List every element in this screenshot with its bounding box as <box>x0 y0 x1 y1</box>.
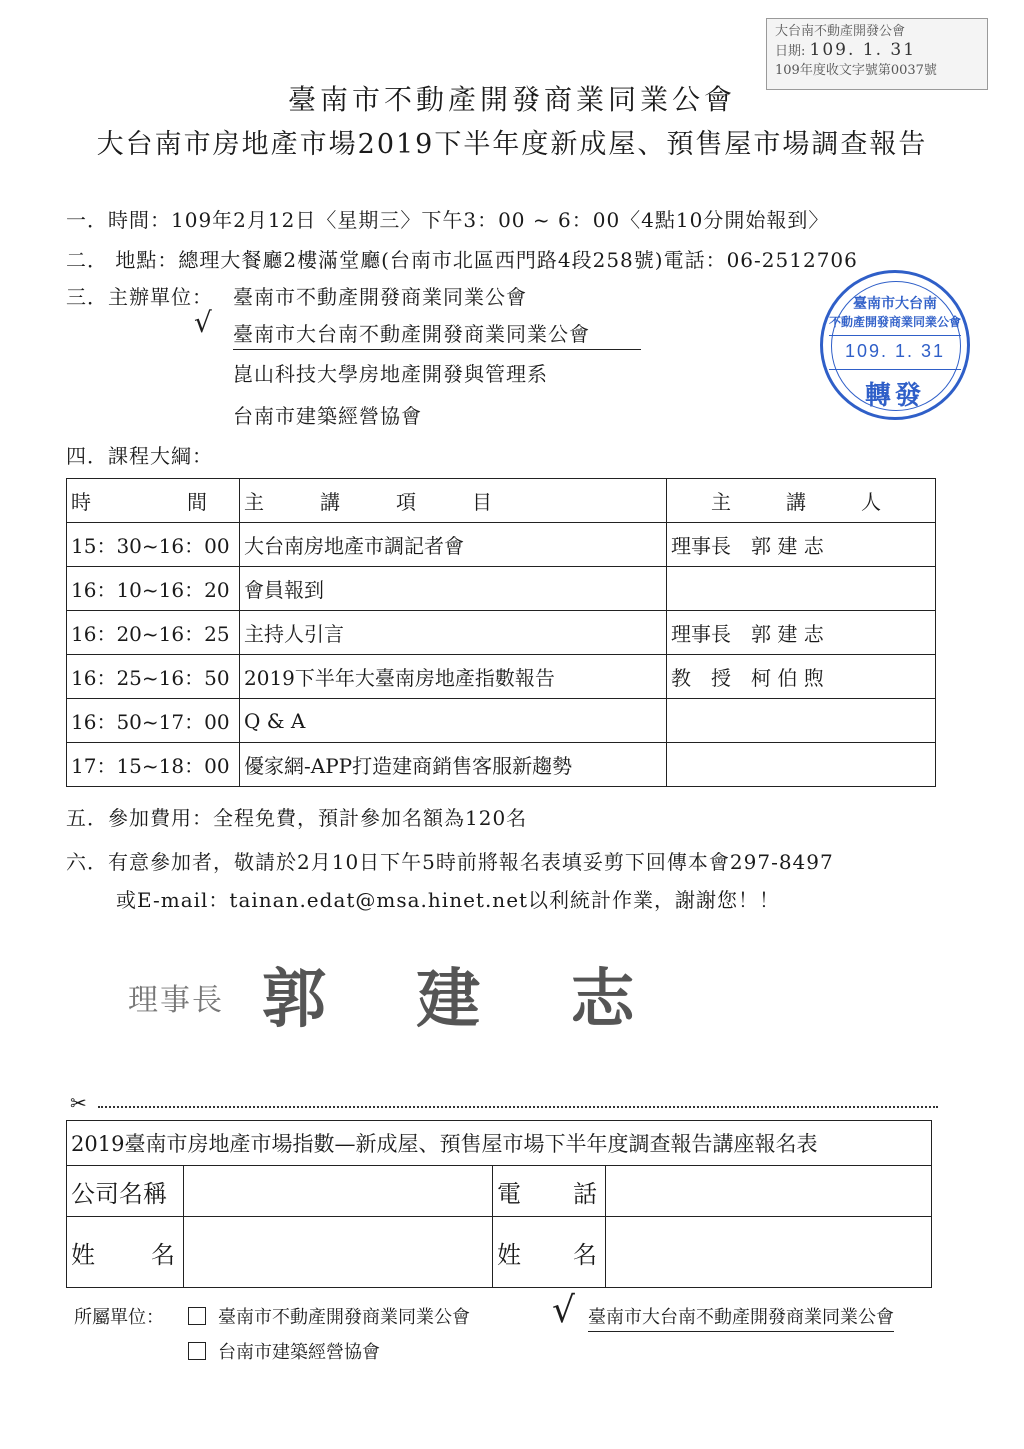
forward-stamp-divider <box>829 369 961 370</box>
header-topic <box>240 479 667 523</box>
receive-stamp-org: 大台南不動產開發公會 <box>775 24 906 39</box>
name-field-2[interactable] <box>606 1217 932 1288</box>
signature-name: 郭 建 志 <box>262 962 669 1037</box>
schedule-row <box>67 655 936 699</box>
name-label-2 <box>493 1217 606 1288</box>
schedule-row <box>67 611 936 655</box>
row-topic: 大台南房地產市調記者會 <box>240 523 667 567</box>
signature-title: 理事長 <box>128 983 224 1018</box>
phone-field[interactable] <box>606 1166 932 1217</box>
receive-stamp-date-row <box>775 41 979 61</box>
item-signup-1: 六．有意參加者，敬請於2月10日下午5時前將報名表填妥剪下回傳本會297-8497 <box>66 850 834 874</box>
schedule-row <box>67 743 936 787</box>
forward-stamp-line2: 不動產開發商業同業公會 <box>828 315 961 329</box>
header-time-char: 間 <box>187 490 207 514</box>
schedule-row <box>67 523 936 567</box>
organizer-3: 崑山科技大學房地產開發與管理系 <box>233 362 548 386</box>
header-time <box>67 479 240 523</box>
item-place: 二． 地點：總理大餐廳2樓滿堂廳(台南市北區西門路4段258號)電話：06-2512706 <box>66 248 858 272</box>
check-mark: √ <box>194 306 212 339</box>
affiliation-option-2[interactable]: 臺南市大台南不動產開發商業同業公會 <box>588 1303 894 1332</box>
item-fee: 五．參加費用：全程免費，預計參加名額為120名 <box>66 806 528 830</box>
forward-stamp-action: 轉發 <box>864 381 925 411</box>
row-time: 16：20~16：25 <box>67 611 240 655</box>
row-time: 16：10~16：20 <box>67 567 240 611</box>
schedule-row <box>67 567 936 611</box>
row-topic: Q & A <box>240 699 667 743</box>
row-speaker: 理事長 郭 建 志 <box>667 523 936 567</box>
form-title-row <box>67 1121 932 1166</box>
header-speaker <box>667 479 936 523</box>
form-title: 2019臺南市房地產市場指數—新成屋、預售屋市場下半年度調查報告講座報名表 <box>67 1121 932 1166</box>
header-speaker-char: 人 <box>861 490 881 514</box>
company-field[interactable] <box>184 1166 493 1217</box>
row-speaker <box>667 567 936 611</box>
affiliation-option-label: 臺南市不動產開發商業同業公會 <box>218 1307 470 1328</box>
affiliation-label: 所屬單位： <box>74 1307 164 1328</box>
organizer-1: 臺南市不動產開發商業同業公會 <box>233 285 527 309</box>
cut-line <box>70 1091 938 1115</box>
company-label: 公司名稱 <box>67 1166 184 1217</box>
item-signup-2: 或E-mail：tainan.edat@msa.hinet.net以利統計作業，謝謝您！！ <box>116 888 781 912</box>
row-time: 15：30~16：00 <box>67 523 240 567</box>
schedule-header-row <box>67 479 936 523</box>
forward-stamp <box>820 270 970 420</box>
affiliation-option-1[interactable] <box>188 1303 470 1329</box>
report-title: 大台南市房地產市場2019下半年度新成屋、預售屋市場調查報告 <box>96 129 928 160</box>
header-topic-char: 講 <box>320 490 340 514</box>
item-organizers-label: 三．主辦單位： <box>66 285 213 309</box>
row-time: 17：15~18：00 <box>67 743 240 787</box>
item-time: 一．時間：109年2月12日〈星期三〉下午3：00 ~ 6：00〈4點10分開始報到〉 <box>66 208 830 232</box>
name-field-1[interactable] <box>184 1217 493 1288</box>
forward-stamp-line1: 臺南市大台南 <box>853 296 937 312</box>
org-title: 臺南市不動產開發商業同業公會 <box>287 83 736 116</box>
row-topic: 會員報到 <box>240 567 667 611</box>
row-time: 16：50~17：00 <box>67 699 240 743</box>
schedule-table <box>66 478 936 787</box>
row-speaker: 教 授 柯 伯 煦 <box>667 655 936 699</box>
receive-stamp-doc-no: 109年度收文字號第0037號 <box>775 63 937 78</box>
header-speaker-char: 主 <box>711 490 731 514</box>
row-topic: 2019下半年大臺南房地產指數報告 <box>240 655 667 699</box>
checkbox[interactable] <box>188 1342 206 1360</box>
scissors-icon: ✂ <box>70 1091 87 1115</box>
phone-label-char: 話 <box>573 1179 597 1208</box>
header-speaker-char: 講 <box>786 490 806 514</box>
name-label-char: 姓 <box>71 1240 95 1269</box>
checkbox[interactable] <box>188 1307 206 1325</box>
phone-label <box>493 1166 606 1217</box>
schedule-row <box>67 699 936 743</box>
receive-stamp-date: 109. 1. 31 <box>809 40 917 60</box>
organizer-4: 台南市建築經營協會 <box>233 404 422 428</box>
item-syllabus-label: 四．課程大綱： <box>66 444 213 468</box>
name-label-char: 名 <box>151 1240 175 1269</box>
name-label-1 <box>67 1217 184 1288</box>
row-speaker <box>667 743 936 787</box>
affiliation-option-label: 台南市建築經營協會 <box>218 1342 380 1363</box>
forward-stamp-divider <box>829 335 961 336</box>
header-topic-char: 目 <box>472 490 492 514</box>
name-label-char: 名 <box>573 1240 597 1269</box>
organizer-2: 臺南市大台南不動產開發商業同業公會 <box>233 318 641 350</box>
registration-form <box>66 1120 932 1288</box>
header-topic-char: 項 <box>396 490 416 514</box>
phone-label-char: 電 <box>497 1179 521 1208</box>
row-speaker: 理事長 郭 建 志 <box>667 611 936 655</box>
row-topic: 優家網-APP打造建商銷售客服新趨勢 <box>240 743 667 787</box>
form-row-name <box>67 1217 932 1288</box>
header-time-char: 時 <box>71 490 91 514</box>
row-time: 16：25~16：50 <box>67 655 240 699</box>
name-label-char: 姓 <box>497 1240 521 1269</box>
receive-stamp-date-label: 日期: <box>775 44 806 59</box>
affiliation-check-mark: √ <box>552 1290 575 1331</box>
forward-stamp-date: 109. 1. 31 <box>844 341 946 361</box>
dotted-divider <box>98 1106 938 1108</box>
affiliation-option-3[interactable] <box>188 1338 380 1364</box>
row-topic: 主持人引言 <box>240 611 667 655</box>
form-row-company <box>67 1166 932 1217</box>
row-speaker <box>667 699 936 743</box>
header-topic-char: 主 <box>244 490 264 514</box>
